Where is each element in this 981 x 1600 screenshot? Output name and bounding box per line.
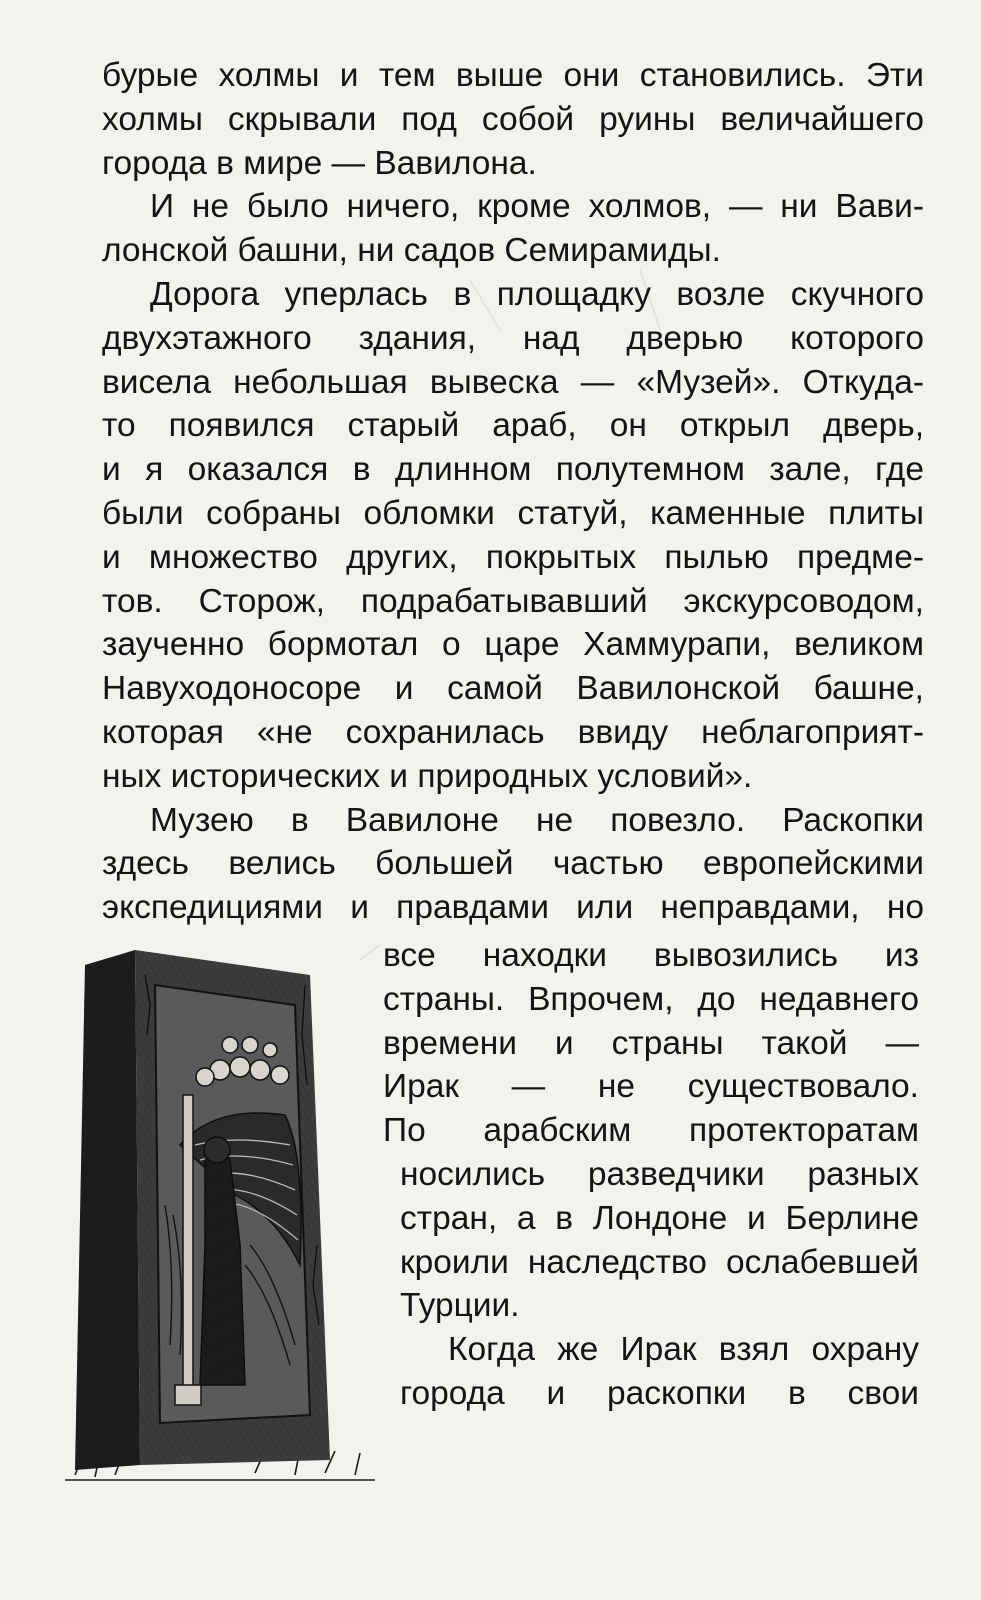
text-line: экспедициями и правдами или неправдами, но [102,889,924,927]
wrapped-paragraphs [383,934,919,1416]
text-line: холмы скрывали под собой руины величайшего [102,100,924,138]
text-line: заученно бормотал о царе Хаммурапи, великом [102,626,924,664]
text-line: Навуходоносоре и самой Вавилонской башне, [102,670,924,708]
text-line: здесь велись большей частью европейскими [102,845,924,883]
stele-illustration [55,945,385,1505]
text-line: города в мире — Вавилона. [102,144,537,182]
text-line: И не было ничего, кроме холмов, — ни Вави- [150,188,924,226]
text-line: страны. Впрочем, до недавнего [383,980,919,1018]
text-line: бурые холмы и тем выше они становились. Эти [102,57,924,94]
text-line: ных исторических и природных условий». [102,757,753,795]
text-line: и я оказался в длинном полутемном зале, где [102,451,924,489]
text-line: кроили наследство ослабевшей [400,1243,919,1281]
text-line: и множество других, покрытых пылью предме- [102,538,924,576]
text-line: города и раскопки в свои [400,1374,919,1412]
text-line: все находки вывозились из [383,937,919,974]
text-line: которая «не сохранилась ввиду неблагоприят- [102,713,924,751]
text-line: двухэтажного здания, над дверью которого [102,319,924,357]
main-paragraphs [102,54,924,930]
text-line: Когда же Ирак взял охрану [448,1331,919,1369]
text-line: стран, а в Лондоне и Берлине [400,1199,919,1237]
text-line: Турции. [400,1287,520,1325]
text-line: Музею в Вавилоне не повезло. Раскопки [150,801,924,839]
text-line: лонской башни, ни садов Семирамиды. [102,232,721,270]
text-line: Дорога уперлась в площадку возле скучного [150,275,924,313]
text-line: времени и страны такой — [383,1024,919,1062]
text-line: тов. Сторож, подрабатывавший экскурсоводом, [102,582,924,620]
text-line: Ирак — не существовало. [383,1068,919,1106]
text-line: По арабским протекторатам [383,1112,919,1150]
text-line: были собраны обломки статуй, каменные плиты [102,494,924,532]
text-line: висела небольшая вывеска — «Музей». Откуда- [102,363,924,401]
text-line: носились разведчики разных [400,1155,919,1193]
text-line: то появился старый араб, он открыл дверь, [102,407,924,445]
